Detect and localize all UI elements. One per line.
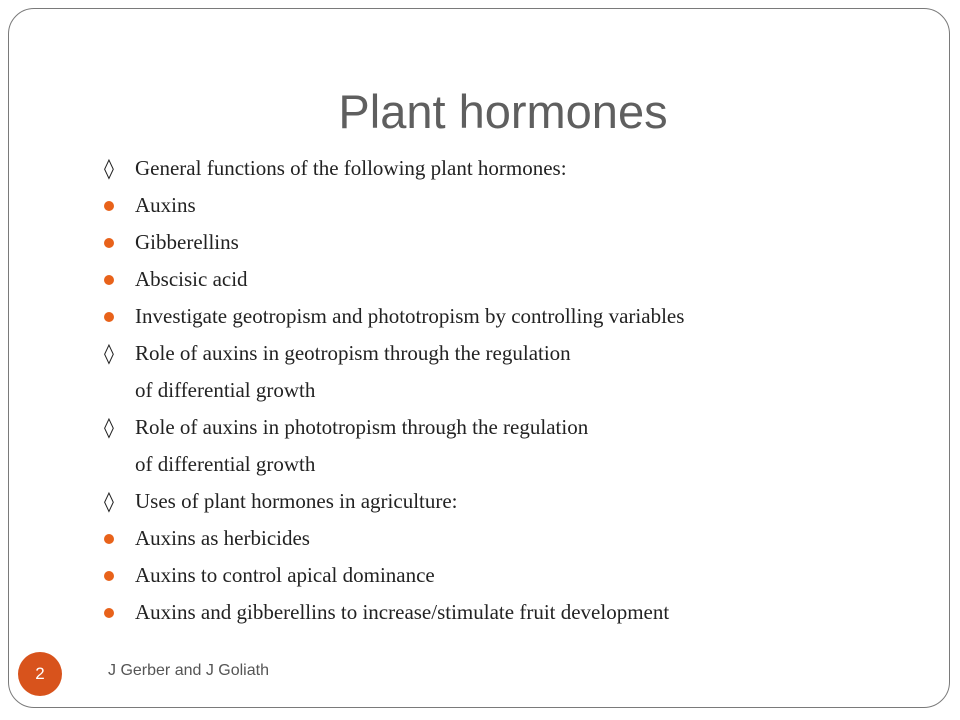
bullet-item — [100, 557, 940, 594]
bullet-text: Role of auxins in geotropism through the regulation — [135, 341, 571, 365]
bullet-text: Auxins to control apical dominance — [135, 563, 435, 587]
bullet-text: Auxins and gibberellins to increase/stimulate fruit development — [135, 600, 670, 624]
bullet-text: Role of auxins in phototropism through the regulation — [135, 415, 589, 439]
bullet-item — [100, 150, 940, 187]
bullet-item — [100, 520, 940, 557]
bullet-text: Auxins — [135, 193, 196, 217]
diamond-bullet-icon: ◊ — [104, 489, 114, 513]
bullet-text: Investigate geotropism and phototropism by controlling variables — [135, 304, 685, 328]
bullet-item — [100, 335, 940, 372]
diamond-bullet-icon: ◊ — [104, 415, 114, 439]
dot-bullet-icon — [104, 534, 114, 544]
slide-title: Plant hormones — [338, 85, 668, 138]
bullet-continuation — [100, 446, 940, 483]
bullet-text: Uses of plant hormones in agriculture: — [135, 489, 458, 513]
bullet-item — [100, 483, 940, 520]
bullet-text: of differential growth — [135, 378, 316, 402]
dot-bullet-icon — [104, 275, 114, 285]
bullet-text: Gibberellins — [135, 230, 239, 254]
bullet-item — [100, 298, 940, 335]
bullet-item — [100, 187, 940, 224]
bullet-continuation — [100, 372, 940, 409]
bullet-text: Abscisic acid — [135, 267, 248, 291]
bullet-text: General functions of the following plant hormones: — [135, 156, 567, 180]
dot-bullet-icon — [104, 201, 114, 211]
diamond-bullet-icon: ◊ — [104, 156, 114, 180]
dot-bullet-icon — [104, 312, 114, 322]
footer-authors: J Gerber and J Goliath — [108, 662, 269, 679]
bullet-list — [100, 150, 940, 631]
dot-bullet-icon — [104, 571, 114, 581]
dot-bullet-icon — [104, 608, 114, 618]
dot-bullet-icon — [104, 238, 114, 248]
bullet-text: Auxins as herbicides — [135, 526, 310, 550]
page-number-badge: 2 — [18, 652, 62, 696]
bullet-item — [100, 261, 940, 298]
bullet-item — [100, 409, 940, 446]
diamond-bullet-icon: ◊ — [104, 341, 114, 365]
bullet-item — [100, 594, 940, 631]
bullet-item — [100, 224, 940, 261]
bullet-text: of differential growth — [135, 452, 316, 476]
